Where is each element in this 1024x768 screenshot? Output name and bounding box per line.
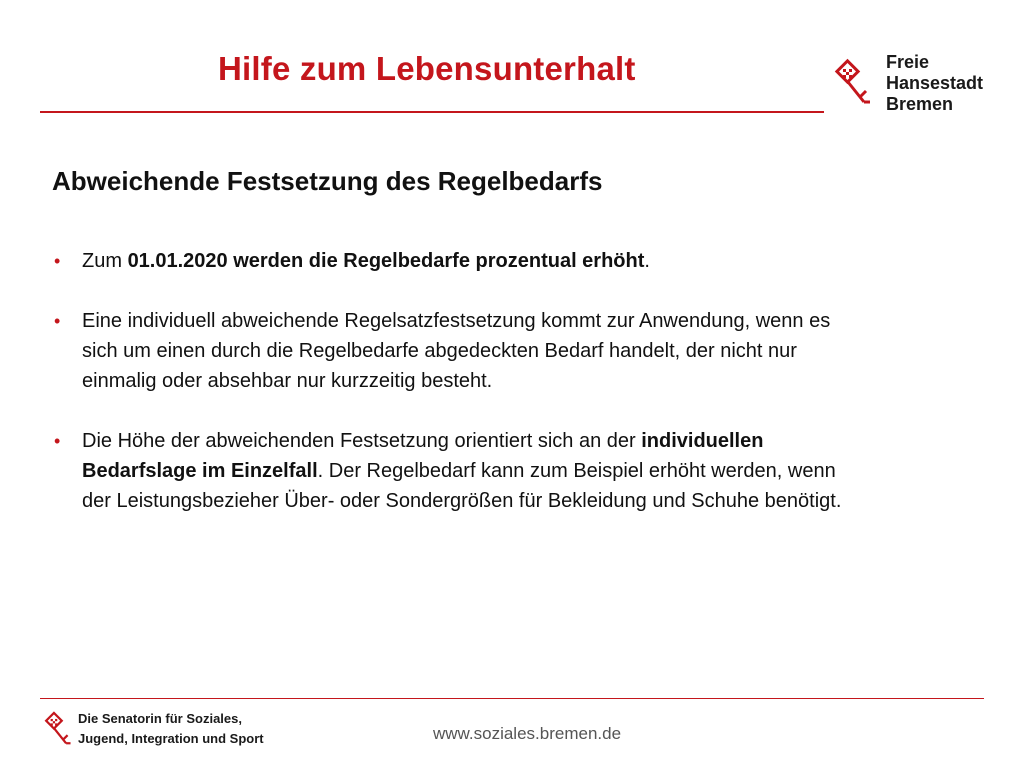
footer-org-line: Die Senatorin für Soziales, xyxy=(78,711,242,726)
bullet-dot: • xyxy=(54,251,61,271)
section-heading: Abweichende Festsetzung des Regelbedarfs xyxy=(52,166,603,196)
footer-org-logo xyxy=(44,708,304,758)
page-title: Hilfe zum Lebensunterhalt xyxy=(218,50,636,87)
bullet-item xyxy=(52,306,842,396)
logo-line: Freie xyxy=(886,52,930,72)
title-divider xyxy=(40,111,824,113)
bullet-text: Die Höhe der abweichenden Festsetzung orientiert sich an der xyxy=(82,430,642,452)
bullet-list xyxy=(52,246,842,546)
footer-org-name xyxy=(78,709,264,749)
bullet-item xyxy=(52,246,842,276)
bremen-key-icon xyxy=(44,710,72,750)
logo-line: Bremen xyxy=(886,94,954,114)
footer-divider xyxy=(40,698,984,699)
website-link[interactable]: www.soziales.bremen.de xyxy=(433,724,622,743)
bullet-text-bold: individuellen Bedarfslage im Einzelfall xyxy=(82,430,764,482)
bullet-text-bold: 01.01.2020 werden die Regelbedarfe prozentual erhöht xyxy=(127,250,645,272)
bullet-dot: • xyxy=(54,311,61,331)
bullet-text: . xyxy=(644,250,650,272)
bullet-text: Eine individuell abweichende Regelsatzfestsetzung kommt zur Anwendung, wenn es sich um einen durch die Regelbedarfe abgedeckten Bedarf handelt, der nicht nur einmalig oder absehbar nur kurzzeitig besteht. xyxy=(82,310,831,392)
footer-org-line: Jugend, Integration und Sport xyxy=(78,731,264,746)
bullet-text: . Der Regelbedarf kann zum Beispiel erhöht werden, wenn der Leistungsbezieher Über- oder Sondergrößen für Bekleidung und Schuhe benötigt. xyxy=(82,460,842,512)
bullet-item xyxy=(52,426,842,516)
bullet-text: Zum xyxy=(82,250,128,272)
bremen-logo xyxy=(834,52,1004,118)
bremen-logo-text xyxy=(886,52,983,115)
logo-line: Hansestadt xyxy=(886,73,984,93)
bullet-dot: • xyxy=(54,431,61,451)
bremen-key-icon xyxy=(834,58,872,110)
